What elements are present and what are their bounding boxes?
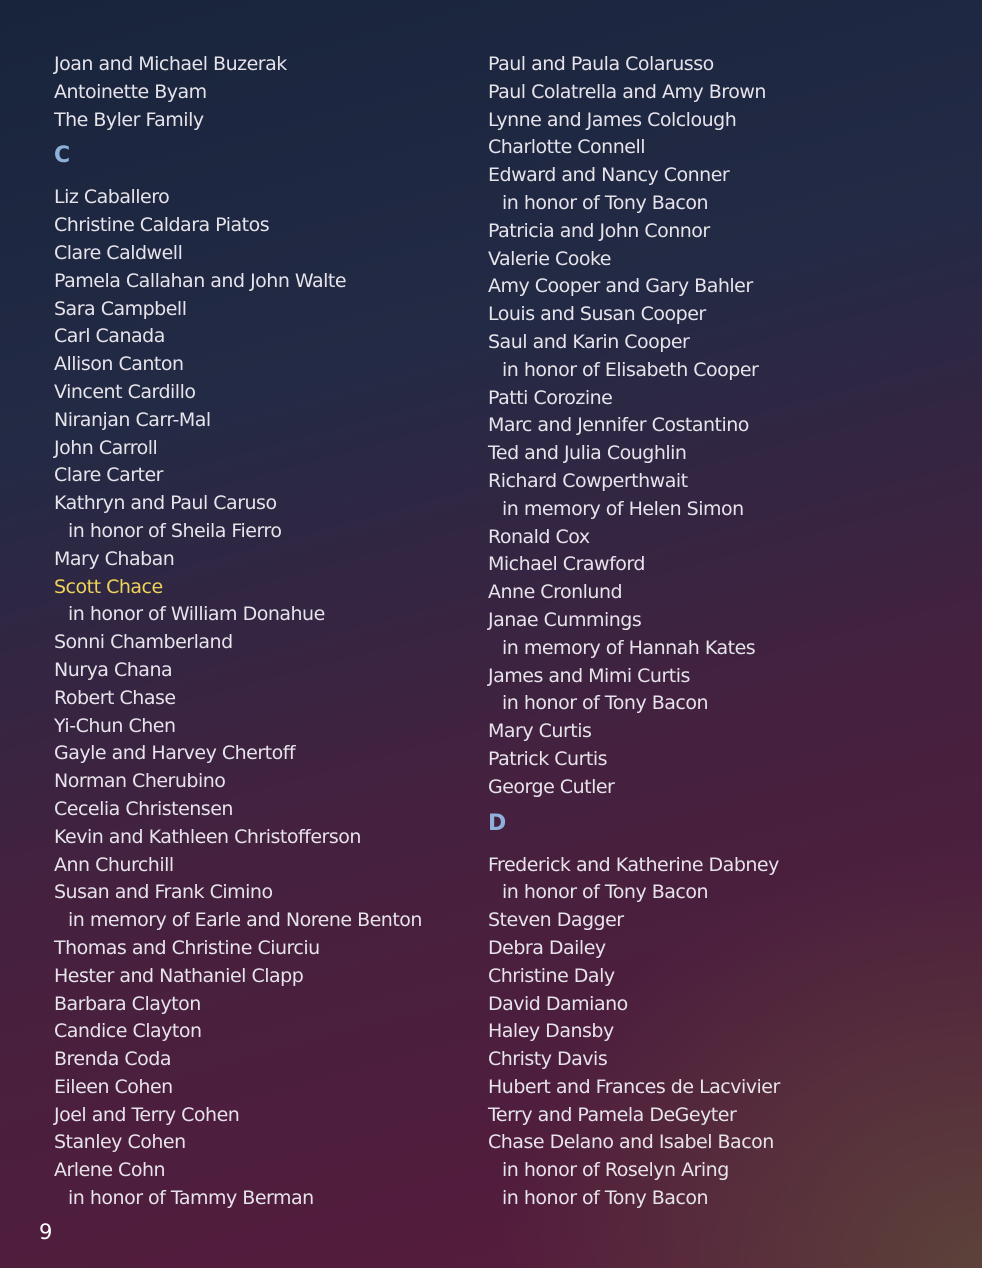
donor-name: Louis and Susan Cooper bbox=[488, 303, 706, 326]
donor-name: The Byler Family bbox=[54, 108, 204, 131]
donor-name: Sara Campbell bbox=[54, 297, 187, 320]
donor-name: Terry and Pamela DeGeyter bbox=[488, 1103, 737, 1126]
donor-name: Brenda Coda bbox=[54, 1048, 171, 1071]
donor-name: Patti Corozine bbox=[488, 386, 613, 409]
donor-name: Antoinette Byam bbox=[54, 80, 207, 103]
page-number: 9 bbox=[39, 1220, 53, 1244]
donor-name: Valerie Cooke bbox=[488, 247, 611, 270]
donor-name: Niranjan Carr-Mal bbox=[54, 408, 211, 431]
tribute-note: in honor of Roselyn Aring bbox=[502, 1159, 729, 1182]
donor-name: Steven Dagger bbox=[488, 909, 624, 932]
donor-name: Candice Clayton bbox=[54, 1020, 202, 1043]
tribute-note: in honor of Tony Bacon bbox=[502, 881, 709, 904]
tribute-note: in honor of Elisabeth Cooper bbox=[502, 358, 759, 381]
donor-name: Clare Caldwell bbox=[54, 241, 183, 264]
donor-name: Saul and Karin Cooper bbox=[488, 330, 690, 353]
donor-name: Christine Daly bbox=[488, 964, 615, 987]
donor-name: James and Mimi Curtis bbox=[488, 664, 690, 687]
donor-name: Sonni Chamberland bbox=[54, 631, 233, 654]
tribute-note: in honor of Tony Bacon bbox=[502, 191, 709, 214]
donor-name: Michael Crawford bbox=[488, 553, 645, 576]
donor-name: Cecelia Christensen bbox=[54, 797, 233, 820]
donor-name: Marc and Jennifer Costantino bbox=[488, 414, 749, 437]
tribute-note: in honor of Tammy Berman bbox=[68, 1187, 314, 1210]
donor-name: Susan and Frank Cimino bbox=[54, 881, 273, 904]
donor-name: Ronald Cox bbox=[488, 525, 590, 548]
donor-name: Patricia and John Connor bbox=[488, 219, 710, 242]
donor-name: Clare Carter bbox=[54, 464, 163, 487]
tribute-note: in honor of Tony Bacon bbox=[502, 1187, 709, 1210]
donor-name: Christy Davis bbox=[488, 1048, 608, 1071]
donor-name: Ann Churchill bbox=[54, 853, 174, 876]
donor-name: Arlene Cohn bbox=[54, 1159, 166, 1182]
tribute-note: in memory of Hannah Kates bbox=[502, 636, 756, 659]
donor-name: Nurya Chana bbox=[54, 658, 173, 681]
donor-name: Kathryn and Paul Caruso bbox=[54, 492, 277, 515]
donor-name: Janae Cummings bbox=[488, 608, 642, 631]
donor-name: Richard Cowperthwait bbox=[488, 469, 688, 492]
tribute-note: in honor of Sheila Fierro bbox=[68, 519, 282, 542]
donor-name: Patrick Curtis bbox=[488, 747, 608, 770]
donor-name: Debra Dailey bbox=[488, 936, 606, 959]
donor-name: Hester and Nathaniel Clapp bbox=[54, 964, 304, 987]
donor-name: Christine Caldara Piatos bbox=[54, 214, 270, 237]
donor-name: Ted and Julia Coughlin bbox=[488, 442, 687, 465]
donor-name: Kevin and Kathleen Christofferson bbox=[54, 825, 361, 848]
donor-name: Pamela Callahan and John Walte bbox=[54, 269, 347, 292]
section-letter-heading: C bbox=[54, 143, 71, 169]
donor-name: Yi-Chun Chen bbox=[54, 714, 176, 737]
donor-name: David Damiano bbox=[488, 992, 628, 1015]
donor-name: Mary Chaban bbox=[54, 547, 175, 570]
highlighted-donor-name: Scott Chace bbox=[54, 575, 163, 598]
donor-list-right-column bbox=[488, 51, 948, 1213]
donor-name: Robert Chase bbox=[54, 686, 176, 709]
donor-name: Thomas and Christine Ciurciu bbox=[54, 936, 320, 959]
donor-name: George Cutler bbox=[488, 775, 615, 798]
donor-name: Stanley Cohen bbox=[54, 1131, 186, 1154]
donor-name: Vincent Cardillo bbox=[54, 380, 196, 403]
donor-name: Charlotte Connell bbox=[488, 136, 646, 159]
donor-name: Mary Curtis bbox=[488, 720, 592, 743]
donor-name: Joel and Terry Cohen bbox=[54, 1103, 240, 1126]
donor-name: Lynne and James Colclough bbox=[488, 108, 737, 131]
donor-name: Hubert and Frances de Lacvivier bbox=[488, 1075, 780, 1098]
donor-name: Paul and Paula Colarusso bbox=[488, 53, 714, 75]
tribute-note: in memory of Helen Simon bbox=[502, 497, 744, 520]
donor-name: Haley Dansby bbox=[488, 1020, 614, 1043]
donor-name: Gayle and Harvey Chertoff bbox=[54, 742, 296, 765]
donor-name: Allison Canton bbox=[54, 353, 184, 376]
donor-name: Carl Canada bbox=[54, 325, 165, 348]
tribute-note: in honor of Tony Bacon bbox=[502, 692, 709, 715]
donor-name: Anne Cronlund bbox=[488, 581, 623, 604]
donor-list-left-column bbox=[54, 51, 474, 1213]
donor-name: Amy Cooper and Gary Bahler bbox=[488, 275, 753, 298]
donor-name: Joan and Michael Buzerak bbox=[54, 53, 287, 75]
donor-name: Paul Colatrella and Amy Brown bbox=[488, 80, 766, 103]
section-letter-heading: D bbox=[488, 810, 507, 836]
donor-name: Liz Caballero bbox=[54, 186, 170, 209]
donor-name: Barbara Clayton bbox=[54, 992, 201, 1015]
donor-name: Frederick and Katherine Dabney bbox=[488, 853, 779, 876]
donor-name: Chase Delano and Isabel Bacon bbox=[488, 1131, 774, 1154]
donor-name: Norman Cherubino bbox=[54, 770, 226, 793]
donor-name: John Carroll bbox=[54, 436, 158, 459]
tribute-note: in memory of Earle and Norene Benton bbox=[68, 909, 422, 932]
tribute-note: in honor of William Donahue bbox=[68, 603, 325, 626]
donor-name: Edward and Nancy Conner bbox=[488, 164, 730, 187]
donor-name: Eileen Cohen bbox=[54, 1075, 173, 1098]
